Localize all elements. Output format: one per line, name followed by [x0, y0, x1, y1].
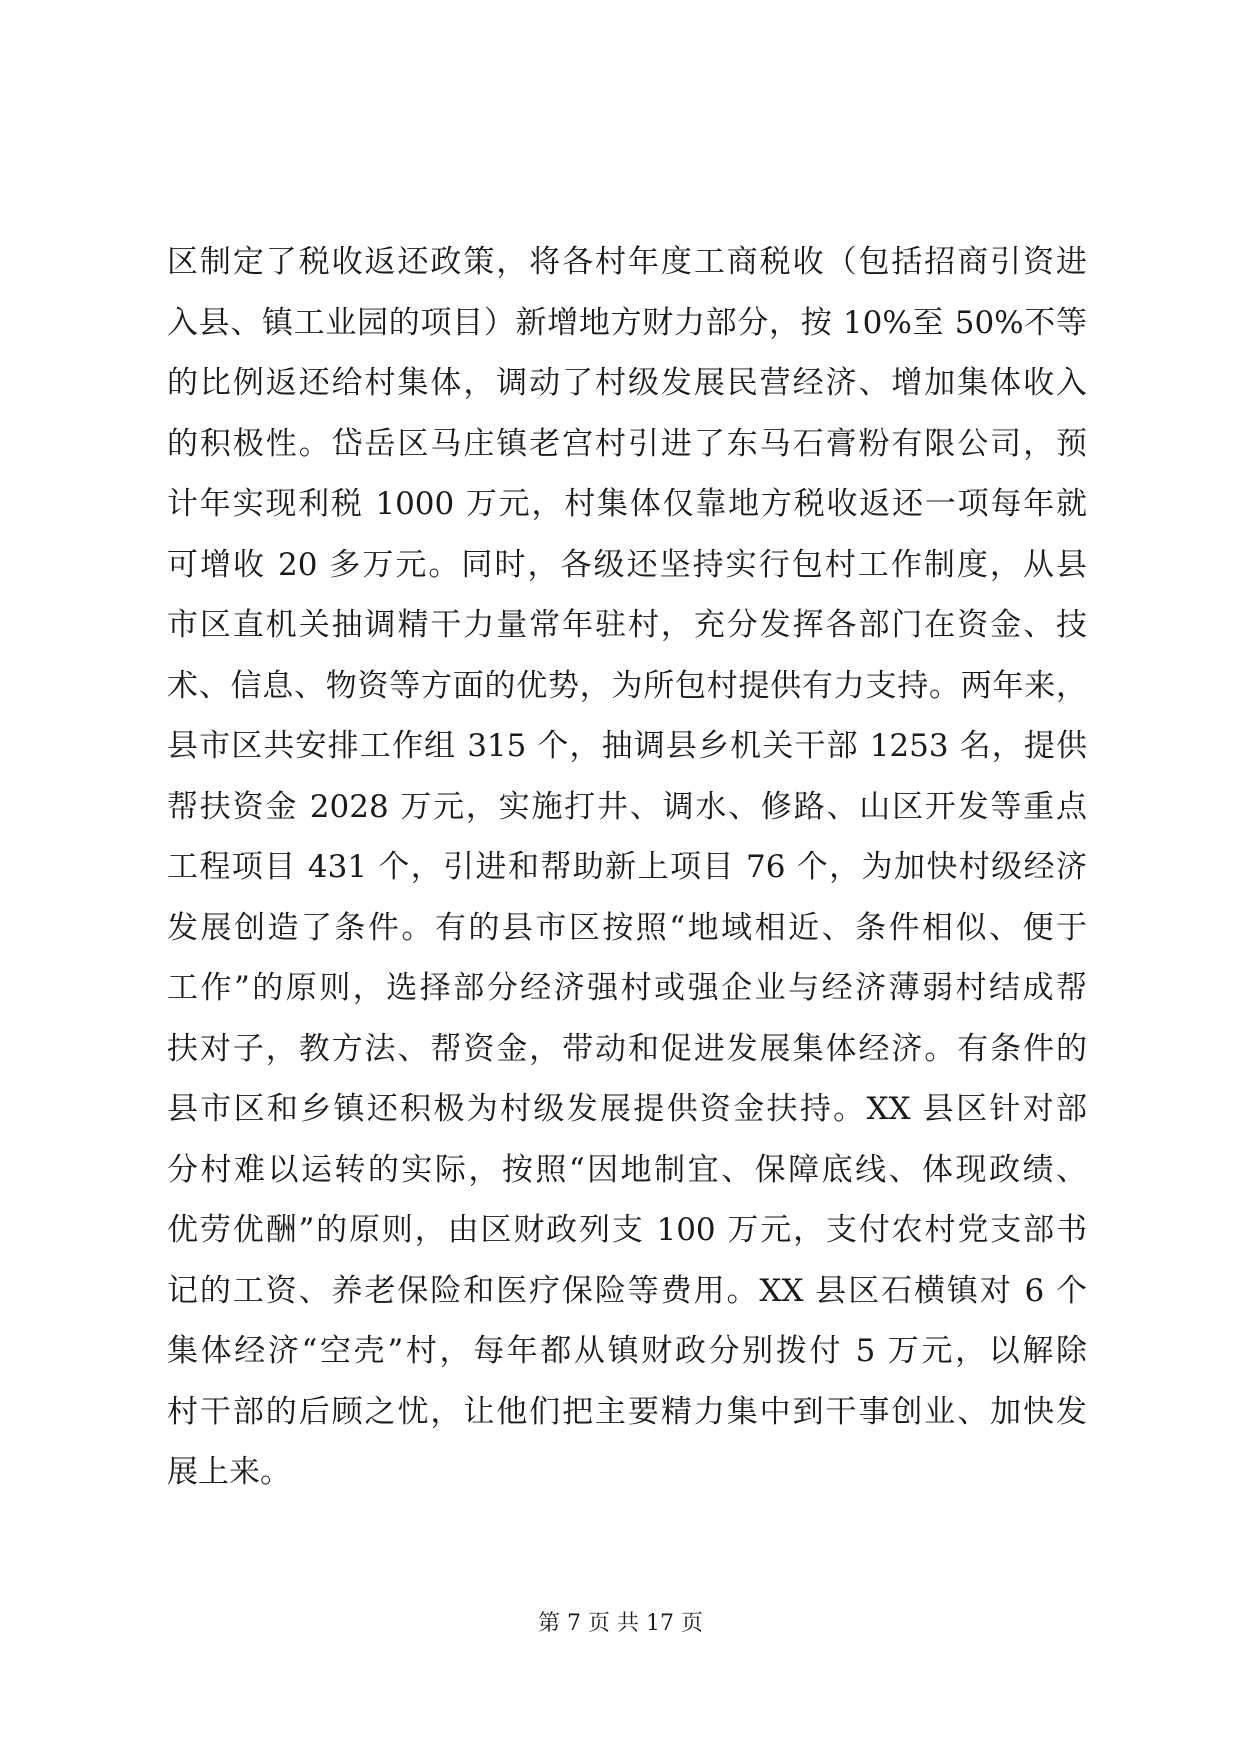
text-line-20: 村干部的后顾之忧，让他们把主要精力集中到干事创业、加快发: [167, 1393, 1087, 1430]
text-line-9: 县市区共安排工作组 315 个，抽调县乡机关干部 1253 名，提供: [167, 728, 1087, 764]
text-line-14: 扶对子，教方法、帮资金，带动和促进发展集体经济。有条件的: [167, 1030, 1087, 1067]
text-line-19: 集体经济“空壳”村，每年都从镇财政分别拨付 5 万元，以解除: [167, 1333, 1087, 1369]
text-line-11: 工程项目 431 个，引进和帮助新上项目 76 个，为加快村级经济: [167, 849, 1087, 885]
text-line-17: 优劳优酬”的原则，由区财政列支 100 万元，支付农村党支部书: [167, 1212, 1087, 1248]
text-line-3: 的比例返还给村集体，调动了村级发展民营经济、增加集体收入: [167, 365, 1087, 401]
text-line-16: 分村难以运转的实际，按照“因地制宜、保障底线、体现政绩、: [167, 1151, 1087, 1188]
text-line-7: 市区直机关抽调精干力量常年驻村，充分发挥各部门在资金、技: [167, 607, 1087, 643]
text-line-21: 展上来。: [167, 1454, 291, 1490]
text-line-15: 县市区和乡镇还积极为村级发展提供资金扶持。XX 县区针对部: [167, 1091, 1087, 1127]
text-line-13: 工作”的原则，选择部分经济强村或强企业与经济薄弱村结成帮: [167, 970, 1087, 1006]
text-line-4: 的积极性。岱岳区马庄镇老宫村引进了东马石膏粉有限公司，预: [167, 425, 1087, 462]
text-line-10: 帮扶资金 2028 万元，实施打井、调水、修路、山区开发等重点: [167, 788, 1087, 825]
text-line-1: 区制定了税收返还政策，将各村年度工商税收（包括招商引资进: [167, 244, 1087, 280]
text-line-18: 记的工资、养老保险和医疗保险等费用。XX 县区石横镇对 6 个: [167, 1272, 1087, 1309]
text-line-8: 术、信息、物资等方面的优势，为所包村提供有力支持。两年来，: [167, 667, 1087, 704]
text-line-5: 计年实现利税 1000 万元，村集体仅靠地方税收返还一项每年就: [167, 486, 1087, 522]
page-number-footer: 第 7 页 共 17 页: [538, 1611, 703, 1636]
body-paragraph: [167, 232, 1087, 1503]
text-line-6: 可增收 20 多万元。同时，各级还坚持实行包村工作制度，从县: [167, 546, 1087, 583]
text-line-12: 发展创造了条件。有的县市区按照“地域相近、条件相似、便于: [167, 909, 1087, 946]
text-line-2: 入县、镇工业园的项目）新增地方财力部分，按 10%至 50%不等: [167, 304, 1087, 341]
